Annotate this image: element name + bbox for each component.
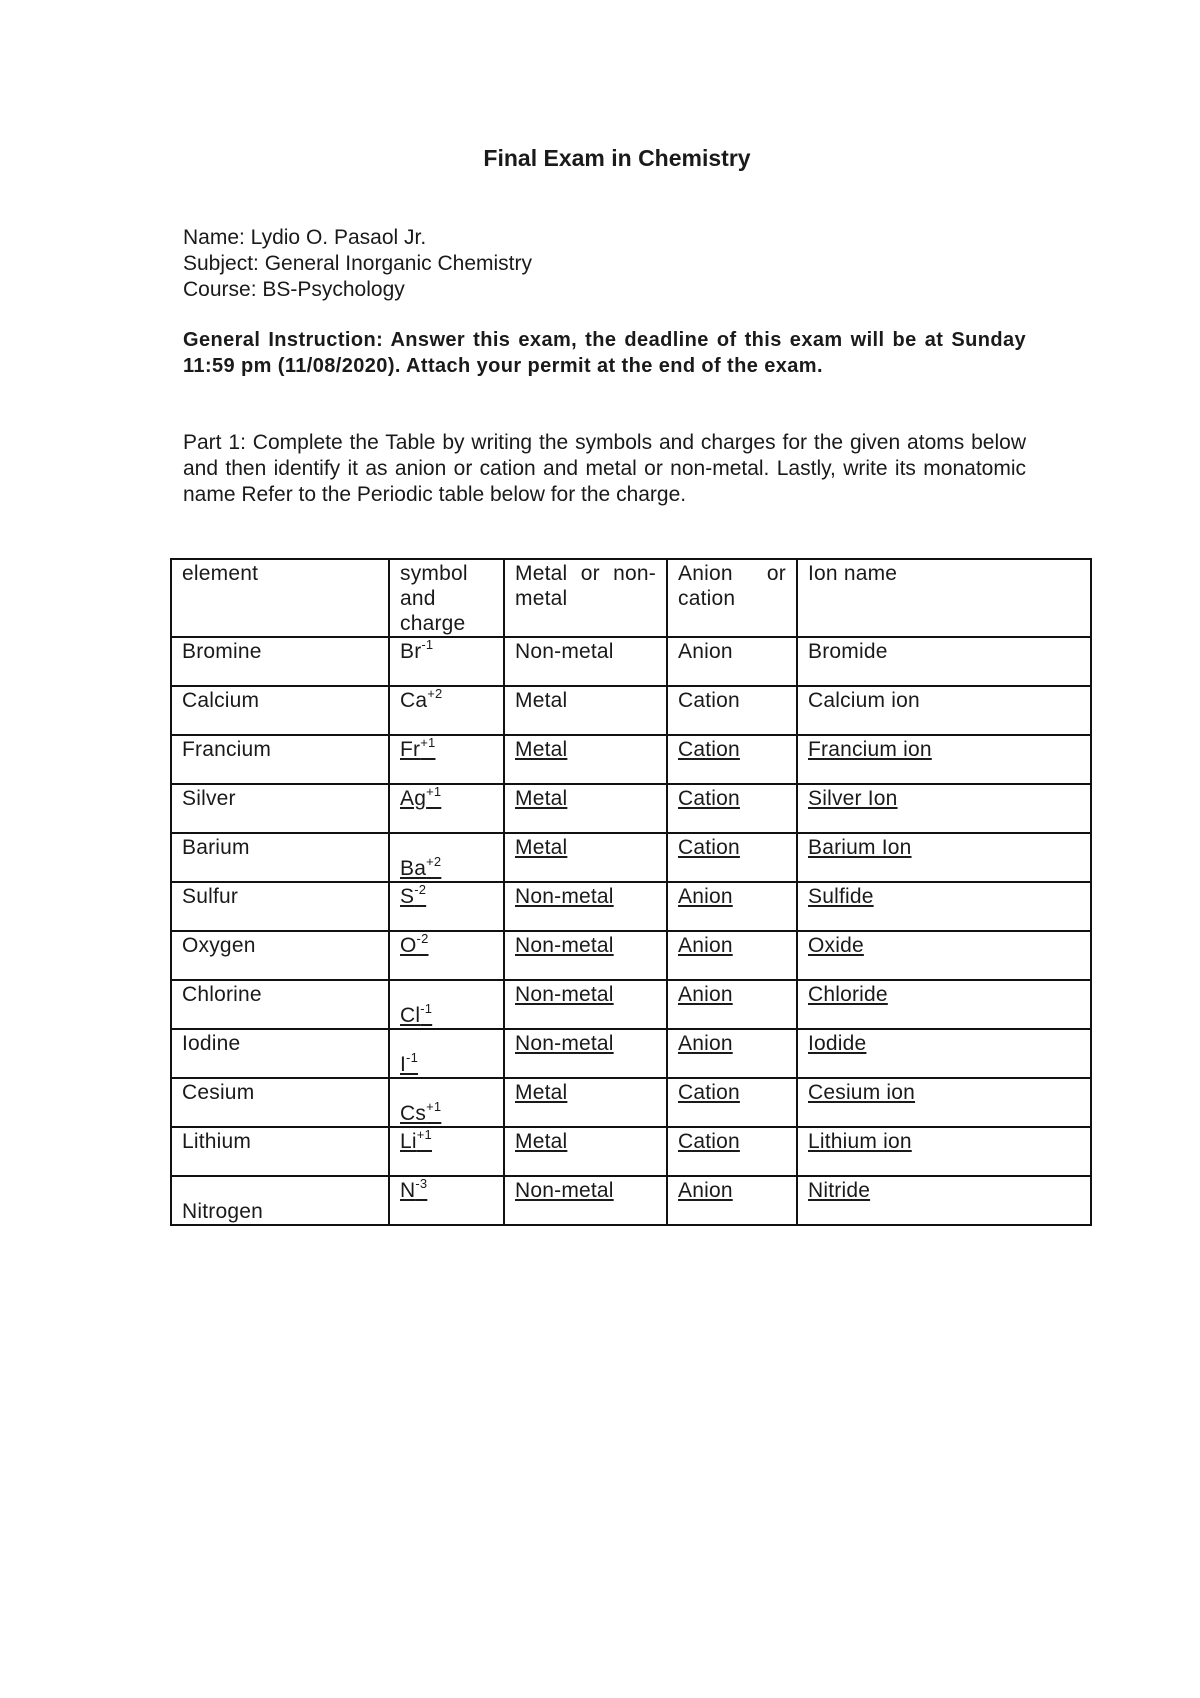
cell-symbol: $S^{-2}$ [389,882,504,931]
cell-element: Barium [171,833,389,882]
cell-metal: Non-metal [504,1029,667,1078]
cell-anion-cation: Anion [667,980,797,1029]
cell-element: Francium [171,735,389,784]
table-header-row [171,559,1091,637]
table-row [171,980,1091,1029]
cell-element: Silver [171,784,389,833]
cell-ion-name: Cesium ion [797,1078,1091,1127]
cell-symbol: $I^{-1}$ [389,1029,504,1078]
table-row [171,931,1091,980]
cell-symbol: $Ag^{+1}$ [389,784,504,833]
header-symbol: symbol and charge [389,559,504,637]
cell-ion-name: Calcium ion [797,686,1091,735]
cell-element: Calcium [171,686,389,735]
cell-anion-cation: Cation [667,1078,797,1127]
cell-anion-cation: Cation [667,784,797,833]
charge-superscript: +2 [426,854,442,869]
cell-symbol: $Ba^{+2}$ [389,833,504,882]
charge-superscript: -3 [415,1176,428,1191]
cell-anion-cation: Anion [667,931,797,980]
general-instruction: General Instruction: Answer this exam, the deadline of this exam will be at Sunday 11:59 pm (11/08/2020). Attach your permit at the end of the exam. [183,329,1026,377]
charge-superscript: -1 [420,1001,433,1016]
charge-superscript: -1 [421,637,434,652]
cell-metal: Metal [504,735,667,784]
table-row [171,637,1091,686]
cell-ion-name: Francium ion [797,735,1091,784]
charge-superscript: +2 [427,686,443,701]
cell-element: Sulfur [171,882,389,931]
cell-metal: Metal [504,833,667,882]
cell-anion-cation: Cation [667,686,797,735]
cell-metal: Metal [504,1127,667,1176]
cell-ion-name: Barium Ion [797,833,1091,882]
cell-symbol: $N^{-3}$ [389,1176,504,1225]
charge-superscript: -2 [416,931,429,946]
table-row [171,1176,1091,1225]
cell-symbol: $Li^{+1}$ [389,1127,504,1176]
cell-metal: Non-metal [504,1176,667,1225]
part-1-instructions: Part 1: Complete the Table by writing the symbols and charges for the given atoms below and then identify it as anion or cation and metal or non-metal. Lastly, write its monatomic name Refer to the Periodic table below for the charge. [183,431,1026,506]
header-ion-name: Ion name [797,559,1091,637]
cell-element: Iodine [171,1029,389,1078]
cell-symbol: $Br^{-1}$ [389,637,504,686]
subject-line: Subject: General Inorganic Chemistry [183,252,532,275]
name-line: Name: Lydio O. Pasaol Jr. [183,226,427,249]
table-row [171,1078,1091,1127]
header-anion-cation: Anion or cation [667,559,797,637]
cell-symbol: $Cl^{-1}$ [389,980,504,1029]
cell-element: Lithium [171,1127,389,1176]
cell-metal: Metal [504,686,667,735]
table-row [171,833,1091,882]
cell-ion-name: Chloride [797,980,1091,1029]
cell-ion-name: Nitride [797,1176,1091,1225]
cell-anion-cation: Anion [667,1029,797,1078]
charge-superscript: -1 [406,1050,419,1065]
cell-ion-name: Lithium ion [797,1127,1091,1176]
table-row [171,882,1091,931]
cell-anion-cation: Anion [667,882,797,931]
table-row [171,1127,1091,1176]
cell-element: Oxygen [171,931,389,980]
charge-superscript: +1 [426,1099,442,1114]
table-row [171,1029,1091,1078]
cell-anion-cation: Cation [667,833,797,882]
cell-metal: Non-metal [504,882,667,931]
cell-anion-cation: Anion [667,637,797,686]
course-line: Course: BS-Psychology [183,278,405,301]
answer-table [170,558,1092,1226]
cell-element: Cesium [171,1078,389,1127]
cell-symbol: $Ca^{+2}$ [389,686,504,735]
cell-metal: Non-metal [504,931,667,980]
cell-element: Nitrogen [171,1176,389,1225]
charge-superscript: +1 [426,784,442,799]
cell-symbol: $Cs^{+1}$ [389,1078,504,1127]
cell-ion-name: Silver Ion [797,784,1091,833]
cell-ion-name: Sulfide [797,882,1091,931]
cell-ion-name: Oxide [797,931,1091,980]
cell-anion-cation: Cation [667,1127,797,1176]
cell-metal: Non-metal [504,637,667,686]
cell-element: Bromine [171,637,389,686]
charge-superscript: -2 [414,882,427,897]
charge-superscript: +1 [420,735,436,750]
cell-anion-cation: Cation [667,735,797,784]
header-metal: Metal or non- metal [504,559,667,637]
cell-metal: Metal [504,1078,667,1127]
cell-ion-name: Iodide [797,1029,1091,1078]
cell-metal: Metal [504,784,667,833]
cell-ion-name: Bromide [797,637,1091,686]
page-title: Final Exam in Chemistry [483,145,751,171]
table-row [171,686,1091,735]
header-element: element [171,559,389,637]
cell-metal: Non-metal [504,980,667,1029]
cell-element: Chlorine [171,980,389,1029]
table-row [171,735,1091,784]
cell-anion-cation: Anion [667,1176,797,1225]
cell-symbol: $O^{-2}$ [389,931,504,980]
cell-symbol: $Fr^{+1}$ [389,735,504,784]
student-info [183,225,532,303]
table-row [171,784,1091,833]
charge-superscript: +1 [416,1127,432,1142]
